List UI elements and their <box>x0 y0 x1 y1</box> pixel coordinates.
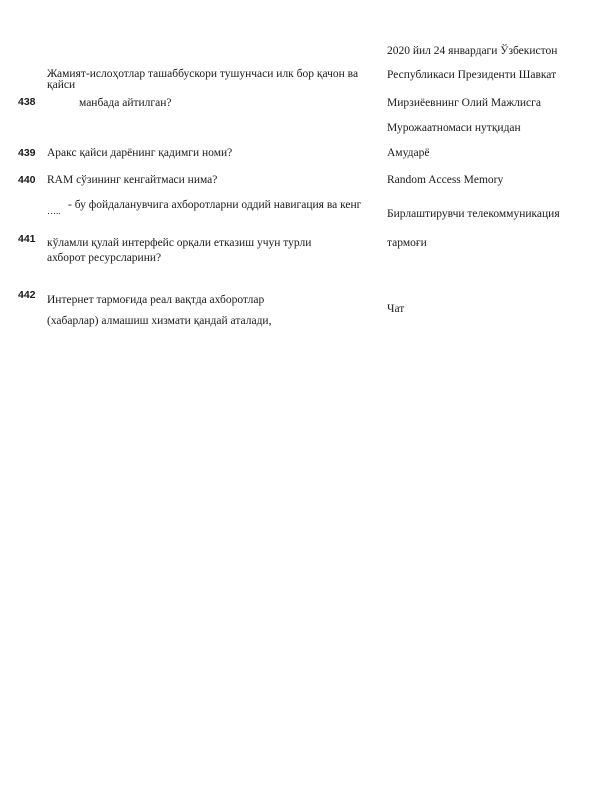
question-text-line: қайси <box>47 79 76 91</box>
question-text-line: ….. <box>47 206 61 216</box>
question-text-line: - бу фойдаланувчига ахборотларни оддий навигация ва кенг <box>68 199 362 211</box>
answer-text-line: Мурожаатномаси нутқидан <box>387 122 521 134</box>
question-text-line: Жамият-ислоҳотлар ташаббускори тушунчаси илк бор қачон ва <box>47 68 359 80</box>
question-text-line: манбада айтилган? <box>79 97 172 109</box>
question-text-line: Аракс қайси дарёнинг қадимги номи? <box>47 147 233 159</box>
question-number: 439 <box>18 147 36 159</box>
answer-text-line: Республикаси Президенти Шавкат <box>387 69 557 81</box>
question-number: 441 <box>18 233 36 245</box>
question-text-line: ахборот ресурсларини? <box>47 252 162 264</box>
question-text-line: кўламли қулай интерфейс орқали етказиш учун турли <box>47 237 312 249</box>
question-text-line: RAM сўзининг кенгайтмаси нима? <box>47 174 218 186</box>
question-text-line: (хабарлар) алмашиш хизмати қандай аталади, <box>47 315 272 327</box>
answer-text-line: Амударё <box>387 147 430 159</box>
answer-text-line: Бирлаштирувчи телекоммуникация <box>387 208 560 220</box>
answer-text-line: Мирзиёевнинг Олий Мажлисга <box>387 97 541 109</box>
question-number: 442 <box>18 289 36 301</box>
question-text-line: Интернет тармоғида реал вақтда ахборотлар <box>47 294 265 306</box>
answer-text-line: 2020 йил 24 январдаги Ўзбекистон <box>387 45 558 57</box>
question-number: 440 <box>18 174 36 186</box>
answer-text-line: Random Access Memory <box>387 174 504 186</box>
answer-text-line: Чат <box>387 303 405 315</box>
answer-text-line: тармоғи <box>387 237 427 249</box>
question-number: 438 <box>18 96 36 108</box>
